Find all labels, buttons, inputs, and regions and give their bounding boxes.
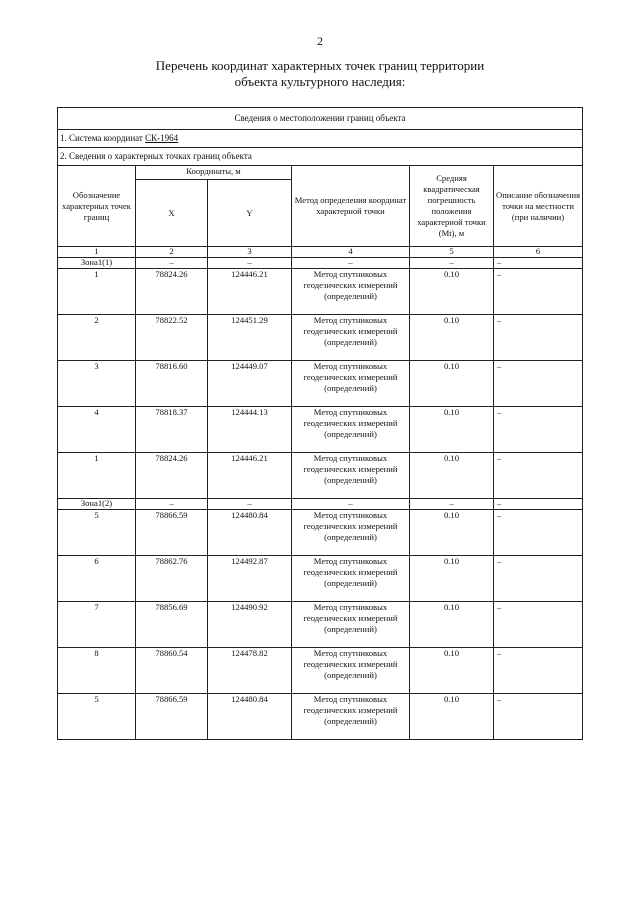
header-method: Метод определения координат характерной точки [292, 166, 410, 247]
table-row [58, 694, 583, 740]
table-row [58, 510, 583, 556]
point-x: 78816.60 [136, 361, 208, 407]
point-x: 78866.59 [136, 694, 208, 740]
table-row [58, 269, 583, 315]
point-method: Метод спутниковых геодезических измерений (определений) [292, 694, 410, 740]
column-number: 6 [494, 247, 583, 258]
column-number: 3 [208, 247, 292, 258]
zone-y-dash: – [208, 258, 292, 269]
point-error: 0.10 [410, 315, 494, 361]
zone-row [58, 258, 583, 269]
header-x: X [136, 180, 208, 247]
point-description: – [494, 648, 583, 694]
point-method: Метод спутниковых геодезических измерений (определений) [292, 556, 410, 602]
points-section-cell: 2. Сведения о характерных точках границ объекта [58, 148, 583, 166]
point-description: – [494, 361, 583, 407]
point-x: 78856.69 [136, 602, 208, 648]
point-description: – [494, 315, 583, 361]
zone-x-dash: – [136, 258, 208, 269]
point-error: 0.10 [410, 269, 494, 315]
point-description: – [494, 556, 583, 602]
column-number-row [58, 247, 583, 258]
table-row [58, 648, 583, 694]
zone-method-dash: – [292, 258, 410, 269]
point-y: 124446.21 [208, 269, 292, 315]
coordinates-table-body [58, 108, 583, 740]
zone-method-dash: – [292, 499, 410, 510]
document-title-line-1: Перечень координат характерных точек границ территории [155, 58, 485, 73]
point-description: – [494, 602, 583, 648]
zone-y-dash: – [208, 499, 292, 510]
coord-system-prefix: 1. Система координат [60, 133, 146, 143]
point-error: 0.10 [410, 694, 494, 740]
point-error: 0.10 [410, 556, 494, 602]
point-x: 78824.26 [136, 269, 208, 315]
header-coordinates: Координаты, м [136, 166, 292, 180]
point-id: 6 [58, 556, 136, 602]
point-y: 124449.07 [208, 361, 292, 407]
document-title [0, 58, 640, 90]
section-title-cell: Сведения о местоположении границ объекта [58, 108, 583, 130]
zone-x-dash: – [136, 499, 208, 510]
coordinates-table [57, 107, 583, 740]
point-error: 0.10 [410, 602, 494, 648]
table-row [58, 361, 583, 407]
point-y: 124490.92 [208, 602, 292, 648]
point-method: Метод спутниковых геодезических измерений (определений) [292, 453, 410, 499]
zone-name: Зона1(1) [58, 258, 136, 269]
point-method: Метод спутниковых геодезических измерений (определений) [292, 510, 410, 556]
zone-error-dash: – [410, 499, 494, 510]
zone-description-dash: – [494, 258, 583, 269]
header-description: Описание обозначения точки на местности (при наличии) [494, 166, 583, 247]
point-error: 0.10 [410, 453, 494, 499]
point-y: 124444.13 [208, 407, 292, 453]
point-x: 78822.52 [136, 315, 208, 361]
table-row [58, 556, 583, 602]
table-row [58, 602, 583, 648]
zone-name: Зона1(2) [58, 499, 136, 510]
point-method: Метод спутниковых геодезических измерений (определений) [292, 407, 410, 453]
point-method: Метод спутниковых геодезических измерений (определений) [292, 602, 410, 648]
table-row [58, 315, 583, 361]
coord-system-name: СК-1964 [145, 133, 179, 143]
point-description: – [494, 453, 583, 499]
point-id: 5 [58, 510, 136, 556]
zone-error-dash: – [410, 258, 494, 269]
point-method: Метод спутниковых геодезических измерений (определений) [292, 315, 410, 361]
point-x: 78818.37 [136, 407, 208, 453]
point-x: 78824.26 [136, 453, 208, 499]
point-id: 4 [58, 407, 136, 453]
zone-row [58, 499, 583, 510]
point-error: 0.10 [410, 407, 494, 453]
column-number: 2 [136, 247, 208, 258]
point-description: – [494, 694, 583, 740]
point-x: 78860.54 [136, 648, 208, 694]
point-id: 7 [58, 602, 136, 648]
point-y: 124480.84 [208, 510, 292, 556]
point-x: 78866.59 [136, 510, 208, 556]
header-error: Средняя квадратическая погрешность положения характерной точки (Mt), м [410, 166, 494, 247]
point-id: 2 [58, 315, 136, 361]
column-number: 4 [292, 247, 410, 258]
point-description: – [494, 407, 583, 453]
point-method: Метод спутниковых геодезических измерений (определений) [292, 648, 410, 694]
table-row [58, 407, 583, 453]
table-row [58, 453, 583, 499]
point-id: 8 [58, 648, 136, 694]
point-y: 124478.82 [208, 648, 292, 694]
point-description: – [494, 269, 583, 315]
column-number: 5 [410, 247, 494, 258]
point-y: 124446.21 [208, 453, 292, 499]
point-error: 0.10 [410, 510, 494, 556]
point-error: 0.10 [410, 361, 494, 407]
coord-system-cell [58, 130, 583, 148]
header-y: Y [208, 180, 292, 247]
point-description: – [494, 510, 583, 556]
point-y: 124451.29 [208, 315, 292, 361]
point-method: Метод спутниковых геодезических измерений (определений) [292, 361, 410, 407]
page-number: 2 [317, 34, 323, 48]
point-error: 0.10 [410, 648, 494, 694]
point-y: 124480.84 [208, 694, 292, 740]
header-designation: Обозначение характерных точек границ [58, 166, 136, 247]
point-x: 78862.76 [136, 556, 208, 602]
point-y: 124492.87 [208, 556, 292, 602]
point-id: 1 [58, 269, 136, 315]
column-number: 1 [58, 247, 136, 258]
point-id: 1 [58, 453, 136, 499]
point-id: 5 [58, 694, 136, 740]
point-id: 3 [58, 361, 136, 407]
point-method: Метод спутниковых геодезических измерений (определений) [292, 269, 410, 315]
document-title-line-2: объекта культурного наследия: [234, 74, 406, 89]
zone-description-dash: – [494, 499, 583, 510]
